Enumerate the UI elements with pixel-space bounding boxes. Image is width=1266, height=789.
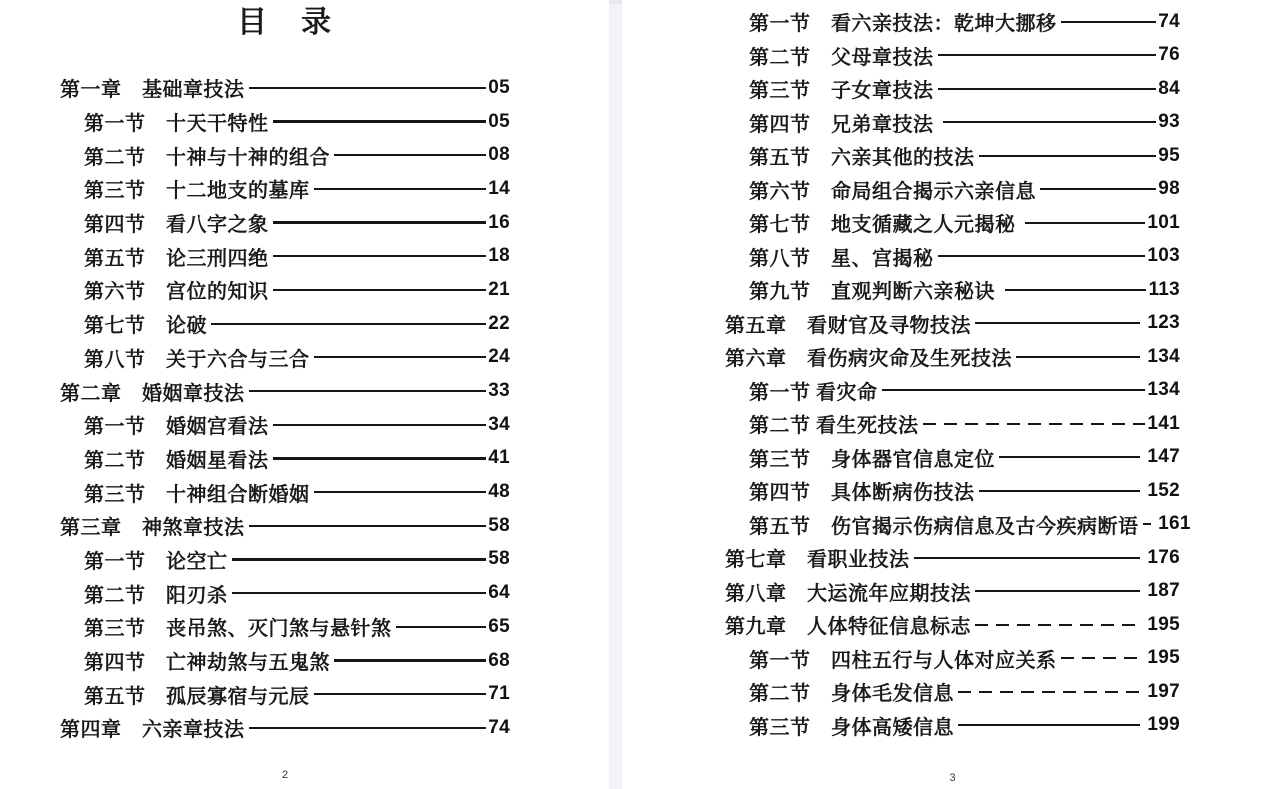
entry-title: 第四节 兄弟章技法 — [749, 113, 939, 136]
leader-line — [1016, 356, 1140, 358]
toc-entry — [60, 610, 510, 644]
toc-entry — [60, 543, 510, 577]
entry-title: 第三节 子女章技法 — [749, 80, 934, 103]
entry-page: 41 — [488, 447, 510, 469]
entry-title: 第五节 伤官揭示伤病信息及古今疾病断语 — [749, 515, 1139, 538]
entry-page: 16 — [488, 211, 510, 233]
entry-page: 58 — [488, 548, 510, 570]
leader-line — [273, 424, 487, 426]
entry-title: 第五节 孤辰寡宿与元辰 — [84, 685, 310, 708]
entry-title: 第八节 星、宫揭秘 — [749, 247, 934, 270]
toc-entry — [60, 105, 510, 139]
entry-page: 84 — [1158, 77, 1180, 99]
leader-line — [979, 490, 1140, 492]
entry-title: 第五节 论三刑四绝 — [84, 247, 269, 270]
leader-line — [882, 389, 1146, 391]
leader-line — [943, 121, 1156, 123]
entry-page: 103 — [1147, 245, 1180, 267]
toc-entry — [60, 172, 510, 206]
entry-title: 第二节 阳刃杀 — [84, 584, 228, 607]
entry-title: 第三节 丧吊煞、灭门煞与悬针煞 — [84, 618, 392, 641]
toc-entry — [725, 709, 1180, 743]
entry-title: 第八章 大运流年应期技法 — [725, 582, 971, 605]
toc-entry — [725, 72, 1180, 106]
toc-list-right — [725, 5, 1191, 742]
entry-title: 第八节 关于六合与三合 — [84, 348, 310, 371]
leader-line — [1061, 21, 1157, 23]
entry-page: 147 — [1141, 446, 1180, 468]
entry-title: 第一节 十天干特性 — [84, 113, 269, 136]
leader-line — [999, 456, 1140, 458]
entry-title: 第四节 看八字之象 — [84, 214, 269, 237]
entry-page: 21 — [488, 278, 510, 300]
toc-entry — [60, 711, 510, 745]
entry-title: 第一章 基础章技法 — [60, 79, 245, 102]
leader-line — [314, 356, 487, 358]
leader-line — [249, 390, 487, 392]
entry-page: 187 — [1141, 580, 1180, 602]
entry-title: 第六节 宫位的知识 — [84, 281, 269, 304]
entry-page: 141 — [1147, 412, 1180, 434]
entry-title: 第二节 十神与十神的组合 — [84, 146, 330, 169]
leader-line — [273, 289, 487, 291]
entry-page: 113 — [1148, 278, 1180, 300]
entry-title: 第二节 婚姻星看法 — [84, 449, 269, 472]
entry-page: 64 — [488, 582, 510, 604]
entry-page: 195 — [1141, 647, 1180, 669]
entry-page: 176 — [1141, 546, 1180, 568]
leader-line — [1025, 222, 1145, 224]
entry-title: 第四章 六亲章技法 — [60, 719, 245, 742]
leader-line — [314, 188, 487, 190]
entry-title: 第一节 看六亲技法：乾坤大挪移 — [749, 13, 1057, 36]
entry-page: 199 — [1141, 714, 1180, 736]
page-right — [622, 0, 1266, 789]
entry-title: 第二章 婚姻章技法 — [60, 382, 245, 405]
entry-page: 197 — [1141, 680, 1180, 702]
leader-line — [1005, 289, 1147, 291]
toc-entry — [60, 206, 510, 240]
entry-page: 76 — [1158, 44, 1180, 66]
entry-title: 第三节 身体器官信息定位 — [749, 448, 995, 471]
entry-page: 33 — [488, 380, 510, 402]
entry-title: 第五章 看财官及寻物技法 — [725, 314, 971, 337]
leader-line — [975, 322, 1140, 324]
toc-entry — [725, 206, 1180, 240]
entry-page: 05 — [488, 76, 510, 98]
leader-line — [1061, 657, 1140, 659]
leader-line — [273, 255, 487, 257]
entry-title: 第九节 直观判断六亲秘诀 — [749, 281, 1001, 304]
entry-title: 第二节 父母章技法 — [749, 46, 934, 69]
toc-entry — [725, 307, 1180, 341]
leader-line — [938, 88, 1157, 90]
leader-line — [273, 221, 487, 223]
entry-title: 第七节 论破 — [84, 315, 207, 338]
entry-page: 134 — [1147, 379, 1180, 401]
leader-line — [249, 87, 487, 89]
leader-line — [938, 255, 1146, 257]
toc-entry — [725, 508, 1191, 542]
entry-title: 第一节 论空亡 — [84, 550, 228, 573]
entry-title: 第一节 看灾命 — [749, 381, 878, 404]
page-number-left: 2 — [281, 769, 289, 781]
entry-title: 第三节 身体高矮信息 — [749, 716, 954, 739]
entry-title: 第六章 看伤病灾命及生死技法 — [725, 348, 1012, 371]
entry-page: 95 — [1158, 144, 1180, 166]
entry-title: 第五节 六亲其他的技法 — [749, 147, 975, 170]
leader-line — [249, 525, 487, 527]
leader-line — [975, 624, 1140, 626]
page-title: 目 录 — [237, 6, 333, 39]
toc-entry — [60, 307, 510, 341]
leader-line — [975, 590, 1140, 592]
entry-page: 98 — [1158, 178, 1180, 200]
entry-page: 22 — [488, 312, 510, 334]
toc-entry — [725, 5, 1180, 39]
toc-entry — [60, 509, 510, 543]
entry-title: 第七章 看职业技法 — [725, 549, 910, 572]
entry-page: 123 — [1141, 312, 1180, 334]
entry-title: 第七节 地支循藏之人元揭秘 — [749, 214, 1021, 237]
toc-entry — [60, 408, 510, 442]
entry-title: 第六节 命局组合揭示六亲信息 — [749, 180, 1036, 203]
toc-entry — [725, 575, 1180, 609]
toc-entry — [725, 173, 1180, 207]
toc-entry — [725, 407, 1180, 441]
toc-entry — [725, 541, 1180, 575]
entry-page: 58 — [488, 514, 510, 536]
leader-line — [396, 626, 487, 628]
leader-line — [273, 457, 487, 459]
toc-entry — [725, 340, 1180, 374]
toc-entry — [725, 139, 1180, 173]
toc-entry — [60, 138, 510, 172]
entry-title: 第四节 亡神劫煞与五鬼煞 — [84, 652, 330, 675]
entry-page: 74 — [488, 716, 510, 738]
entry-page: 161 — [1152, 513, 1191, 535]
entry-page: 93 — [1158, 111, 1180, 133]
toc-entry — [60, 644, 510, 678]
entry-title: 第一节 婚姻宫看法 — [84, 416, 269, 439]
toc-entry — [60, 71, 510, 105]
toc-entry — [725, 642, 1180, 676]
toc-entry — [725, 39, 1180, 73]
entry-title: 第九章 人体特征信息标志 — [725, 616, 971, 639]
entry-page: 68 — [488, 649, 510, 671]
leader-line — [334, 154, 486, 156]
leader-line — [958, 724, 1140, 726]
page-gutter — [609, 0, 622, 789]
entry-page: 18 — [488, 245, 510, 267]
toc-entry — [725, 675, 1180, 709]
entry-title: 第四节 具体断病伤技法 — [749, 482, 975, 505]
toc-entry — [725, 106, 1180, 140]
entry-title: 第二节 身体毛发信息 — [749, 683, 954, 706]
leader-line — [938, 54, 1157, 56]
leader-line — [334, 659, 486, 661]
toc-entry — [725, 240, 1180, 274]
leader-line — [1143, 523, 1151, 525]
leader-line — [923, 423, 1146, 425]
entry-page: 34 — [488, 413, 510, 435]
toc-entry — [60, 239, 510, 273]
entry-title: 第三节 十神组合断婚姻 — [84, 483, 310, 506]
toc-entry — [60, 374, 510, 408]
entry-page: 71 — [488, 683, 510, 705]
toc-entry — [60, 442, 510, 476]
toc-entry — [60, 273, 510, 307]
toc-entry — [60, 576, 510, 610]
toc-list-left — [60, 71, 510, 745]
toc-entry — [725, 273, 1180, 307]
entry-page: 152 — [1141, 479, 1180, 501]
toc-entry — [725, 441, 1180, 475]
entry-page: 14 — [488, 177, 510, 199]
toc-entry — [60, 677, 510, 711]
leader-line — [232, 592, 487, 594]
leader-line — [314, 491, 487, 493]
entry-page: 74 — [1158, 10, 1180, 32]
toc-entry — [725, 608, 1180, 642]
entry-page: 08 — [488, 144, 510, 166]
page-left — [0, 0, 609, 789]
entry-title: 第二节 看生死技法 — [749, 415, 919, 438]
entry-page: 48 — [488, 481, 510, 503]
entry-page: 65 — [488, 615, 510, 637]
toc-entry — [60, 475, 510, 509]
entry-title: 第三节 十二地支的墓库 — [84, 180, 310, 203]
page-number-right: 3 — [949, 772, 956, 784]
leader-line — [314, 693, 487, 695]
entry-page: 134 — [1141, 345, 1180, 367]
toc-entry — [725, 374, 1180, 408]
toc-entry — [60, 341, 510, 375]
entry-page: 24 — [488, 346, 510, 368]
entry-page: 101 — [1147, 211, 1180, 233]
toc-entry — [725, 474, 1180, 508]
leader-line — [979, 155, 1157, 157]
leader-line — [1040, 188, 1156, 190]
leader-line — [914, 557, 1140, 559]
leader-line — [211, 323, 486, 325]
entry-title: 第三章 神煞章技法 — [60, 517, 245, 540]
leader-line — [249, 727, 487, 729]
entry-page: 05 — [488, 110, 510, 132]
entry-page: 195 — [1141, 613, 1180, 635]
leader-line — [273, 120, 487, 122]
leader-line — [958, 691, 1140, 693]
leader-line — [232, 558, 487, 560]
entry-title: 第一节 四柱五行与人体对应关系 — [749, 649, 1057, 672]
